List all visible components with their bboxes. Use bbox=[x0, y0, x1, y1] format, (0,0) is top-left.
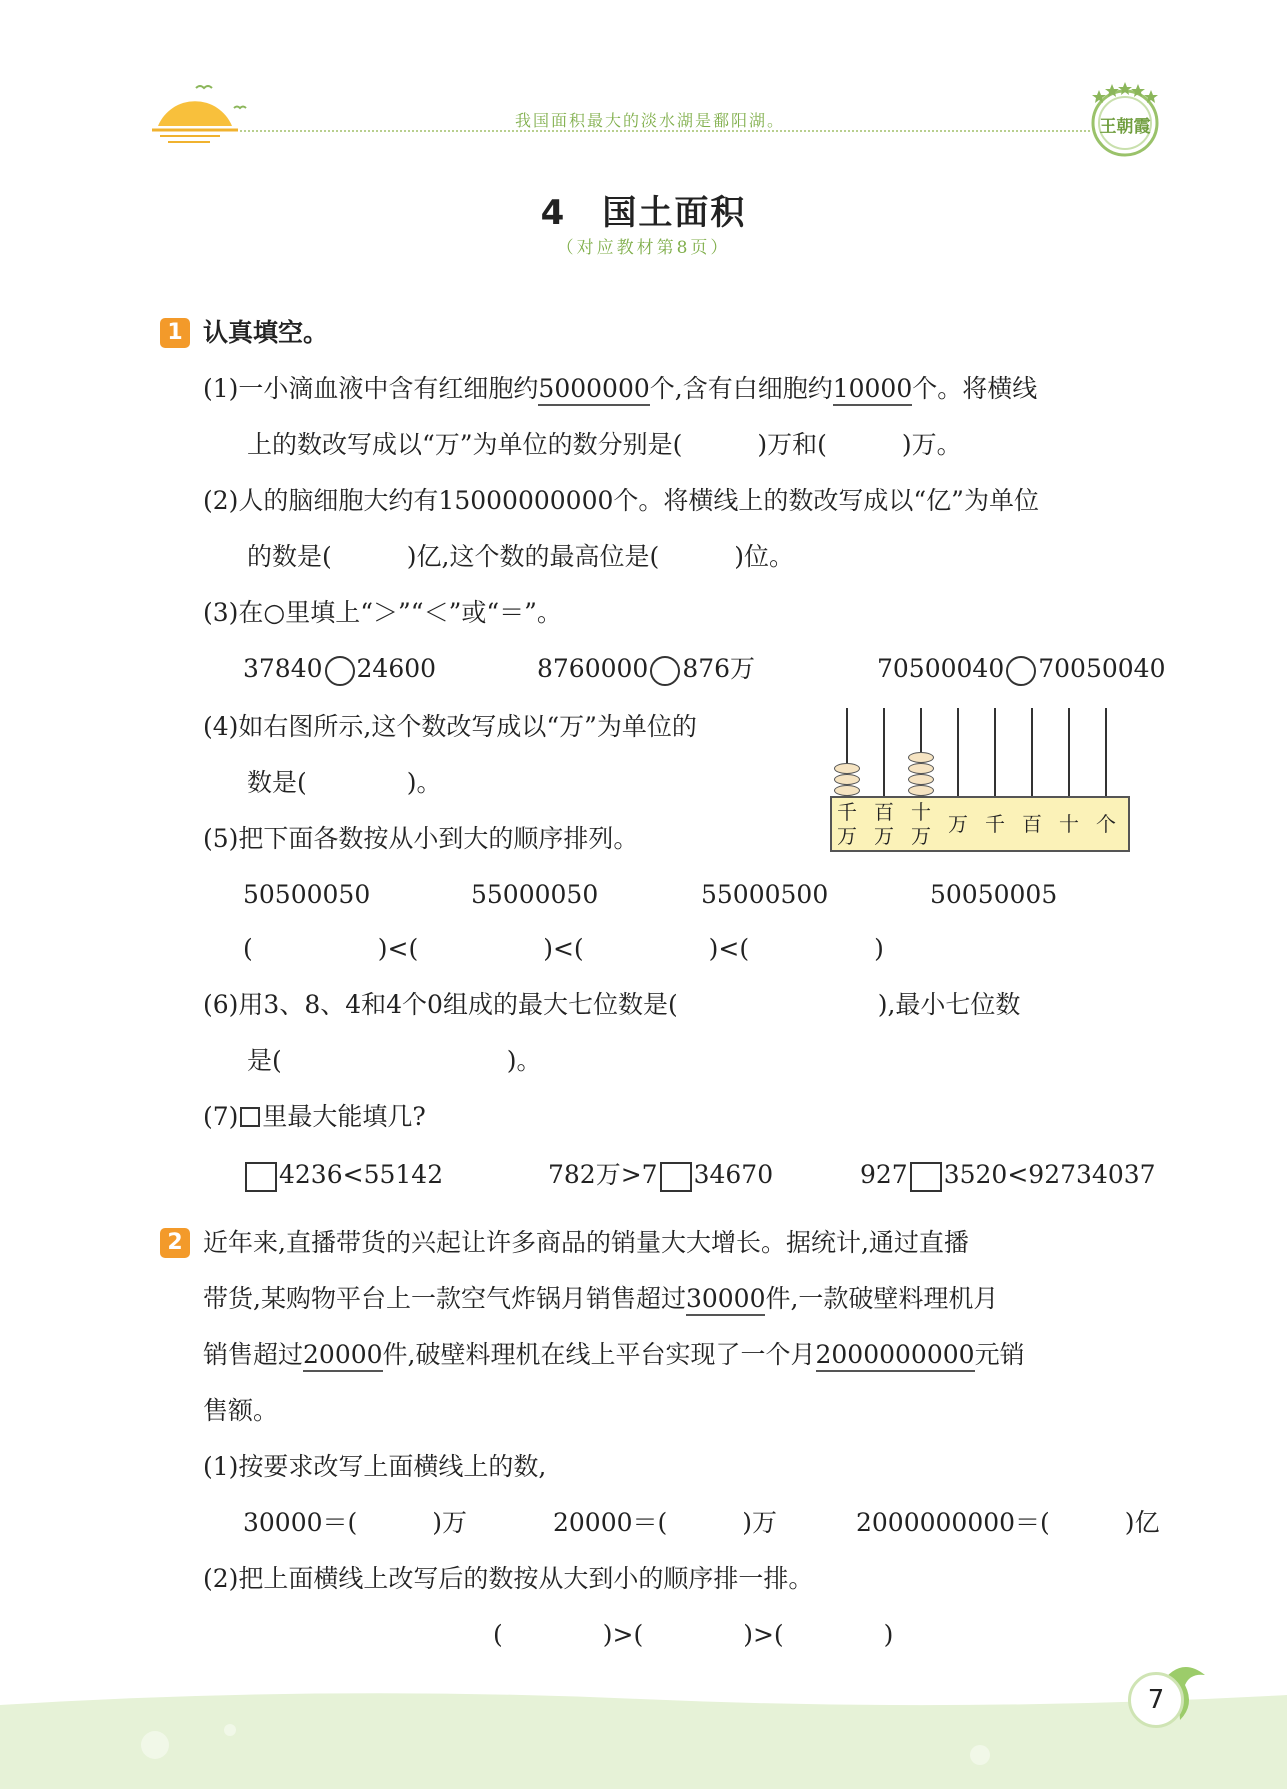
abacus-label: 千万 bbox=[837, 800, 857, 848]
s2-underlined-number-1: 30000 bbox=[686, 1284, 766, 1316]
q7-e1-text: 4236<55142 bbox=[279, 1160, 444, 1189]
q7-e3-left: 927 bbox=[860, 1160, 908, 1189]
q7-e3-right: 3520<92734037 bbox=[943, 1160, 1156, 1189]
abacus-label: 百万 bbox=[874, 800, 894, 848]
q5-number: 50050005 bbox=[930, 880, 1058, 909]
answer-box[interactable] bbox=[245, 1162, 277, 1192]
q1-line1 bbox=[203, 374, 1037, 404]
q7-e2-right: 34670 bbox=[693, 1160, 774, 1189]
q7-expr-2 bbox=[548, 1160, 773, 1192]
brand-logo bbox=[1085, 78, 1165, 163]
q5-number: 50500050 bbox=[243, 880, 371, 909]
s2-expr-3[interactable]: 2000000000＝( )亿 bbox=[856, 1508, 1160, 1537]
q1-line2: 上的数改写成以“万”为单位的数分别是( )万和( )万。 bbox=[247, 430, 962, 459]
q3-compare-1 bbox=[243, 654, 436, 686]
s2-text-c: 销售超过 bbox=[203, 1340, 304, 1369]
abacus-bead bbox=[834, 774, 860, 785]
q7-expr-1 bbox=[243, 1160, 443, 1192]
q5-order-blanks[interactable]: ( )<( )<( )<( ) bbox=[243, 934, 884, 963]
s2-line1: 近年来,直播带货的兴起让许多商品的销量大大增长。据统计,通过直播 bbox=[203, 1228, 969, 1257]
abacus-label: 十万 bbox=[911, 800, 931, 848]
s2-part2: (2)把上面横线上改写后的数按从大到小的顺序排一排。 bbox=[203, 1564, 814, 1593]
abacus-rod bbox=[994, 708, 996, 796]
q4-line1: (4)如右图所示,这个数改写成以“万”为单位的 bbox=[203, 712, 697, 741]
q7-expr-3 bbox=[860, 1160, 1156, 1192]
section-2-badge: 2 bbox=[160, 1228, 190, 1258]
q3-line: (3)在○里填上“＞”“＜”或“＝”。 bbox=[203, 598, 562, 627]
q6-line1: (6)用3、8、4和4个0组成的最大七位数是( ),最小七位数 bbox=[203, 990, 1021, 1019]
abacus-rod bbox=[1068, 708, 1070, 796]
s2-text-d: 件,破壁料理机在线上平台实现了一个月 bbox=[382, 1340, 816, 1369]
q5-number: 55000050 bbox=[471, 880, 599, 909]
abacus-rod bbox=[883, 708, 885, 796]
abacus-rod bbox=[1031, 708, 1033, 796]
q2-line1: (2)人的脑细胞大约有15000000000个。将横线上的数改写成以“亿”为单位 bbox=[203, 486, 1039, 515]
q5-number: 55000500 bbox=[701, 880, 829, 909]
compare-circle[interactable] bbox=[1006, 656, 1036, 686]
abacus-rod bbox=[957, 708, 959, 796]
abacus-label: 千 bbox=[985, 812, 1005, 836]
abacus-bead bbox=[834, 763, 860, 774]
q1-text-a: (1)一小滴血液中含有红细胞约 bbox=[203, 374, 539, 403]
abacus-bead bbox=[908, 774, 934, 785]
logo-text: 王朝霞 bbox=[1099, 117, 1151, 137]
lesson-title: 4 国土面积 bbox=[540, 193, 747, 233]
lesson-subtitle: （对应教材第8页） bbox=[556, 238, 731, 258]
page-header bbox=[0, 0, 1287, 160]
q3-c2-right: 876万 bbox=[682, 654, 756, 683]
answer-box[interactable] bbox=[660, 1162, 692, 1192]
abacus-rod bbox=[1105, 708, 1107, 796]
q2-line2: 的数是( )亿,这个数的最高位是( )位。 bbox=[247, 542, 794, 571]
s2-text-e: 元销 bbox=[974, 1340, 1025, 1369]
q3-c1-left: 37840 bbox=[243, 654, 323, 683]
compare-circle[interactable] bbox=[325, 656, 355, 686]
abacus-bead bbox=[908, 785, 934, 796]
q3-c1-right: 24600 bbox=[356, 654, 437, 683]
s2-expr-2[interactable]: 20000＝( )万 bbox=[553, 1508, 778, 1537]
abacus-label: 百 bbox=[1022, 812, 1042, 836]
q3-c3-right: 70050040 bbox=[1038, 654, 1166, 683]
q3-c2-left: 8760000 bbox=[537, 654, 649, 683]
abacus-bead bbox=[908, 763, 934, 774]
q3-c3-left: 70500040 bbox=[877, 654, 1005, 683]
footer-decoration bbox=[0, 1685, 1287, 1789]
q1-text-c: 个。将横线 bbox=[912, 374, 1038, 403]
q6-line2: 是( )。 bbox=[247, 1046, 542, 1075]
abacus-bead bbox=[908, 752, 934, 763]
page-number: 7 bbox=[1128, 1672, 1184, 1728]
q7-text: 里最大能填几? bbox=[262, 1102, 426, 1131]
q1-underlined-number-2: 10000 bbox=[833, 374, 913, 406]
header-motto: 我国面积最大的淡水湖是鄱阳湖。 bbox=[515, 111, 786, 130]
s2-underlined-number-2: 20000 bbox=[303, 1340, 383, 1372]
q7-line bbox=[203, 1102, 426, 1132]
s2-line2 bbox=[203, 1284, 998, 1314]
abacus-label: 个 bbox=[1096, 812, 1116, 836]
s2-line4: 售额。 bbox=[203, 1396, 279, 1425]
abacus-diagram bbox=[830, 708, 1130, 853]
s2-expr-1[interactable]: 30000＝( )万 bbox=[243, 1508, 468, 1537]
compare-circle[interactable] bbox=[650, 656, 680, 686]
s2-underlined-number-3: 2000000000 bbox=[816, 1340, 975, 1372]
q3-compare-2 bbox=[537, 654, 755, 686]
section-1-title: 认真填空。 bbox=[203, 318, 329, 347]
q7-prefix: (7) bbox=[203, 1102, 239, 1131]
q7-e2-left: 782万>7 bbox=[548, 1160, 658, 1189]
abacus-label: 万 bbox=[948, 812, 968, 836]
s2-part1: (1)按要求改写上面横线上的数, bbox=[203, 1452, 547, 1481]
s2-text-a: 带货,某购物平台上一款空气炸锅月销售超过 bbox=[203, 1284, 686, 1313]
abacus-bead bbox=[834, 785, 860, 796]
q1-text-b: 个,含有白细胞约 bbox=[649, 374, 833, 403]
s2-text-b: 件,一款破壁料理机月 bbox=[765, 1284, 999, 1313]
s2-order-blanks[interactable]: ( )>( )>( ) bbox=[493, 1620, 894, 1649]
q4-line2: 数是( )。 bbox=[247, 768, 442, 797]
sunset-icon bbox=[150, 78, 250, 153]
q5-line: (5)把下面各数按从小到大的顺序排列。 bbox=[203, 824, 639, 853]
section-1-badge: 1 bbox=[160, 318, 190, 348]
square-symbol bbox=[240, 1107, 260, 1127]
abacus-label: 十 bbox=[1059, 812, 1079, 836]
q1-underlined-number-1: 5000000 bbox=[538, 374, 649, 406]
q3-compare-3 bbox=[877, 654, 1166, 686]
answer-box[interactable] bbox=[910, 1162, 942, 1192]
s2-line3 bbox=[203, 1340, 1025, 1370]
